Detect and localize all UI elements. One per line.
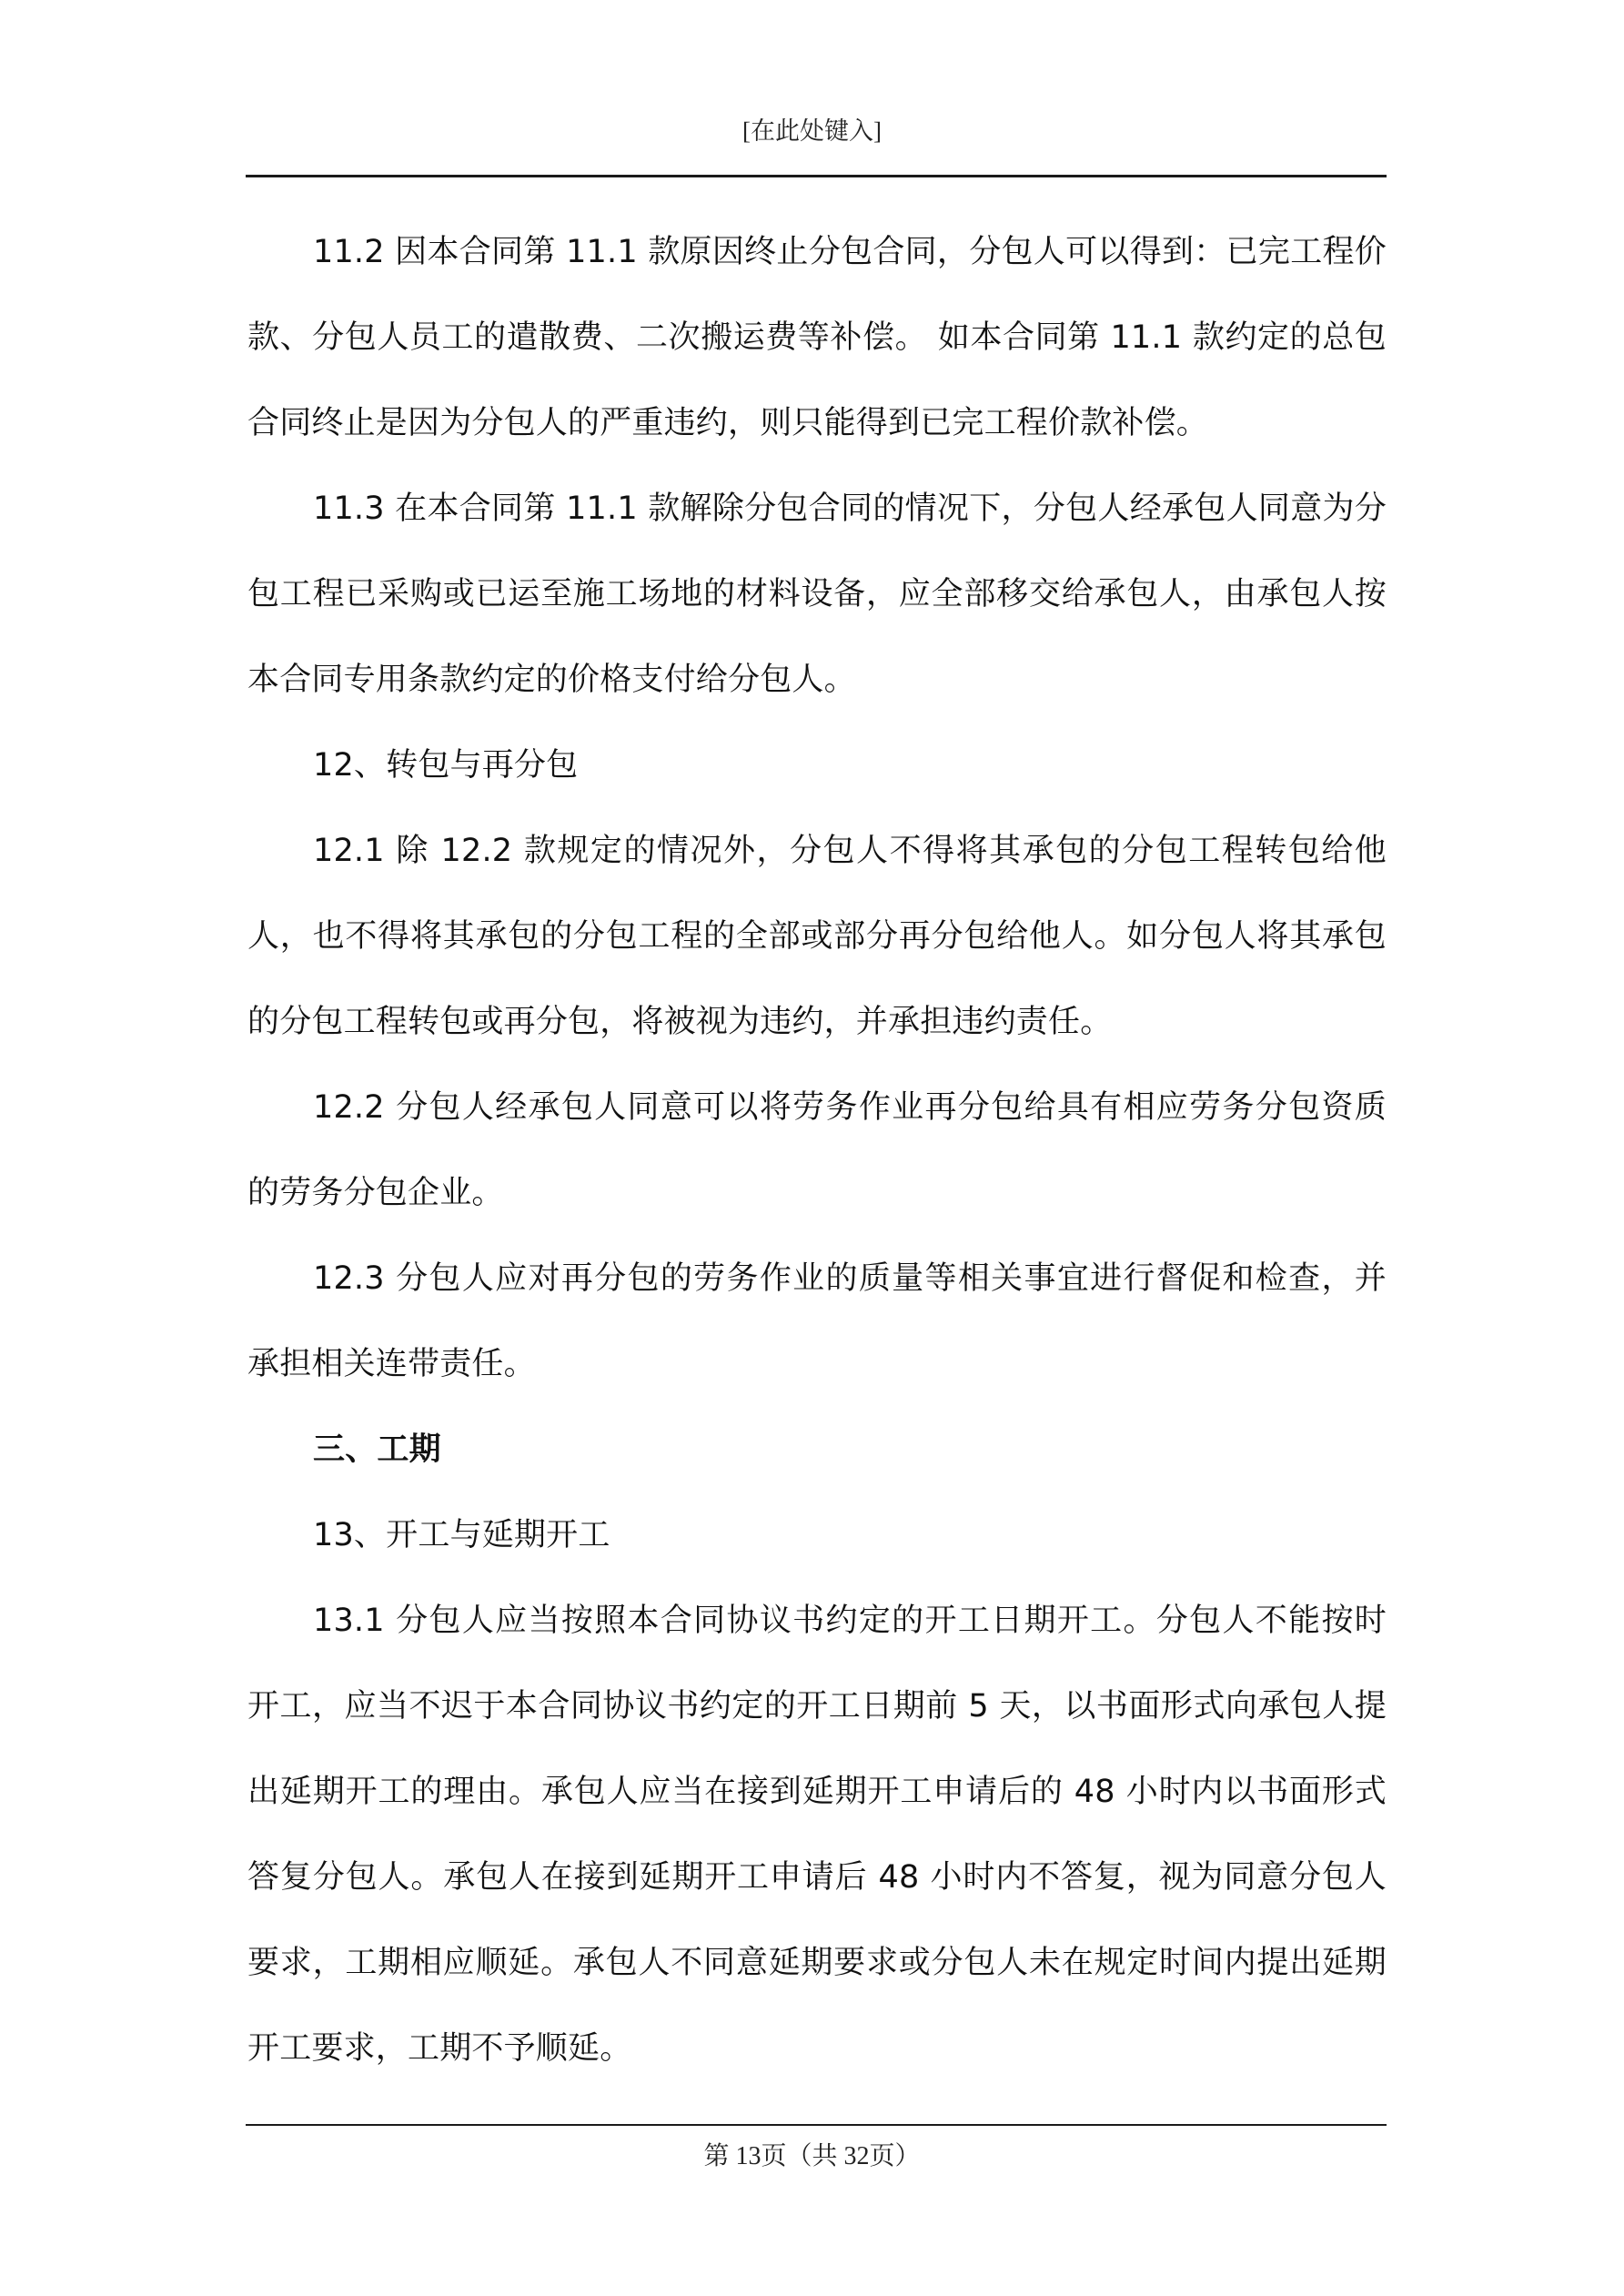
page-number: 第 13页（共 32页） [703, 2142, 921, 2170]
clause-13-1: 13.1 分包人应当按照本合同协议书约定的开工日期开工。分包人不能按时开工，应当不迟于本合同协议书约定的开工日期前 5 天，以书面形式向承包人提出延期开工的理由。承包人应当在接到延期开工申请后的 48 小时内以书面形式答复分包人。承包人在接到延期开工申请后 48 小时内不答复，视为同意分包人要求，工期相应顺延。承包人不同意延期要求或分包人未在规定时间内提出延期开工要求，工期不予顺延。 [247, 1603, 1387, 2067]
clause-12-3: 12.3 分包人应对再分包的劳务作业的质量等相关事宜进行督促和检查，并承担相关连带责任。 [247, 1260, 1387, 1382]
header-divider [246, 175, 1387, 177]
footer-divider [246, 2124, 1387, 2126]
clause-11-3: 11.3 在本合同第 11.1 款解除分包合同的情况下，分包人经承包人同意为分包工程已采购或已运至施工场地的材料设备，应全部移交给承包人，由承包人按本合同专用条款约定的价格支付给分包人。 [247, 491, 1387, 698]
clause-11-2: 11.2 因本合同第 11.1 款原因终止分包合同，分包人可以得到：已完工程价款、分包人员工的遣散费、二次搬运费等补偿。 如本合同第 11.1 款约定的总包合同终止是因为分包人的严重违约，则只能得到已完工程价款补偿。 [247, 234, 1387, 441]
clause-12-1: 12.1 除 12.2 款规定的情况外，分包人不得将其承包的分包工程转包给他人，也不得将其承包的分包工程的全部或部分再分包给他人。如分包人将其承包的分包工程转包或再分包，将被视为违约，并承担违约责任。 [247, 833, 1387, 1040]
section-heading-12: 12、转包与再分包 [313, 747, 579, 784]
document-body [247, 209, 1387, 2091]
section-heading-13: 13、开工与延期开工 [313, 1517, 610, 1553]
clause-12-2: 12.2 分包人经承包人同意可以将劳务作业再分包给具有相应劳务分包资质的劳务分包企业。 [247, 1089, 1387, 1211]
page-header: [在此处键入] [742, 117, 882, 145]
chapter-heading-schedule: 三、工期 [313, 1431, 441, 1468]
